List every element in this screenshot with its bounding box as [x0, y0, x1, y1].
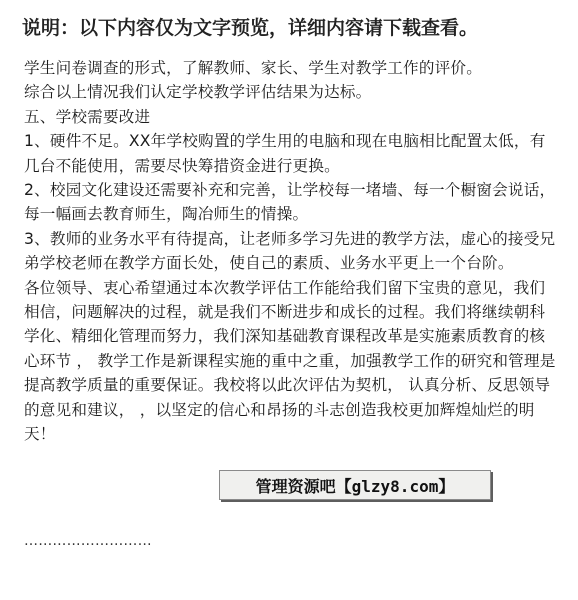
paragraph-item-2: 2、校园文化建设还需要补充和完善，让学校每一堵墙、每一个橱窗会说话，每一幅画去教育师生，陶冶师生的情操。 [24, 181, 556, 224]
paragraph-item-1: 1、硬件不足。XX年学校购置的学生用的电脑和现在电脑相比配置太低，有几台不能使用，需要尽快筹措资金进行更换。 [24, 132, 546, 175]
watermark-badge: 管理资源吧【glzy8.com】 [219, 470, 491, 500]
preview-notice: 说明：以下内容仅为文字预览，详细内容请下载查看。 [22, 17, 479, 39]
ellipsis-line: ……………………… [24, 533, 152, 549]
section-heading: 五、学校需要改进 [24, 107, 151, 126]
paragraph-conclusion: 综合以上情况我们认定学校教学评估结果为达标。 [24, 83, 372, 102]
document-body [24, 56, 556, 447]
paragraph-item-3: 3、教师的业务水平有待提高，让老师多学习先进的教学方法，虚心的接受兄弟学校老师在教学方面长处，使自己的素质、业务水平更上一个台阶。 [24, 229, 556, 273]
paragraph-closing: 各位领导、衷心希望通过本次教学评估工作能给我们留下宝贵的意见，我们相信，问题解决的过程，就是我们不断进步和成长的过程。我们将继续朝科学化、精细化管理而努力，我们深知基础教育课程改革是实施素质教育的核心环节 ， 教学工作是新课程实施的重中之重，加强教学工作的研究和管理是提高教学质量的重要保证。我校将以此次评估为契机， 认真分析、反思领导的意见和建议， ，以坚定的信心和昂扬的斗志创造我校更加辉煌灿烂的明天！ [24, 278, 556, 444]
paragraph-survey: 学生问卷调查的形式，了解教师、家长、学生对教学工作的评价。 [24, 59, 483, 77]
